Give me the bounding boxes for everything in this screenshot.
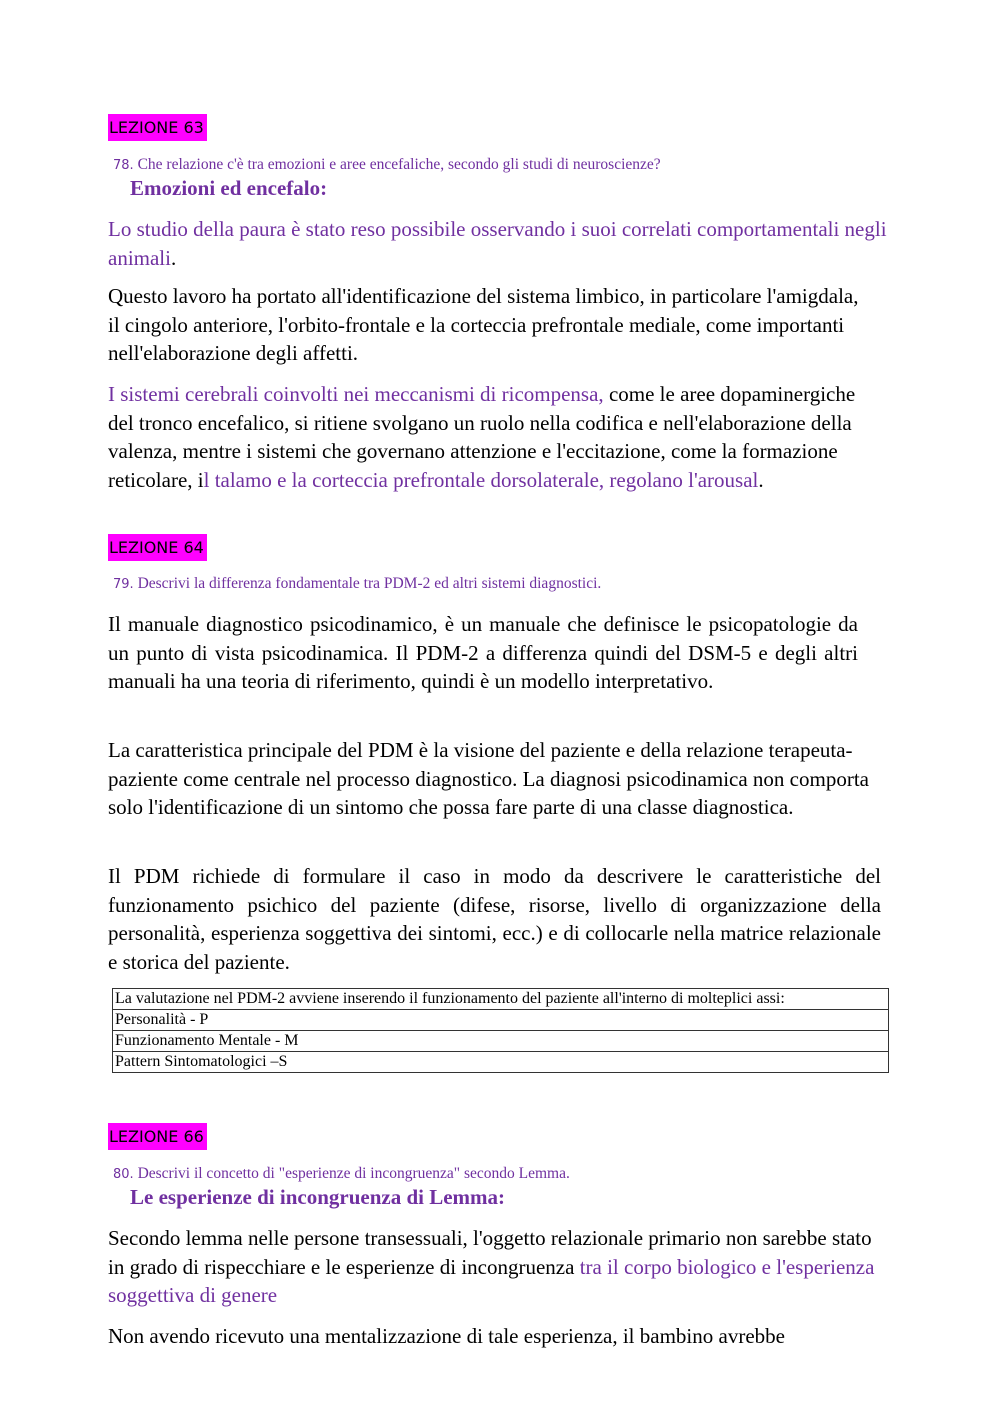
question-80 [113,1165,570,1183]
table-row [113,1052,889,1073]
paragraph-paura [108,215,889,272]
lesson-label-64: LEZIONE 64 [108,534,207,561]
highlighted-text: I sistemi cerebrali coinvolti nei meccanismi di ricompensa, [108,382,604,406]
question-79 [113,575,601,593]
question-text: Descrivi il concetto di "esperienze di incongruenza" secondo Lemma. [133,1165,570,1182]
question-text: Che relazione c'è tra emozioni e aree encefaliche, secondo gli studi di neuroscienze? [133,156,661,173]
section-heading-lemma: Le esperienze di incongruenza di Lemma: [130,1185,506,1209]
lesson-label-63: LEZIONE 63 [108,114,207,141]
paragraph-formulazione-caso: Il PDM richiede di formulare il caso in modo da descrivere le caratteristiche del funzionamento psichico del paziente (difese, risorse, livello di organizzazione della personalità, esperienza soggettiva dei sintomi, ecc.) e di collocarle nella matrice relazionale e storica del paziente. [108,864,881,974]
section-heading-emozioni: Emozioni ed encefalo: [130,176,328,200]
table-row [113,1010,889,1031]
question-number: 78. [113,158,134,173]
question-text: Descrivi la differenza fondamentale tra PDM-2 ed altri sistemi diagnostici. [133,575,602,592]
highlighted-text: tra il corpo biologico e l'esperienza soggettiva di genere [108,1254,875,1307]
table-cell: Pattern Sintomatologici –S [113,1052,889,1073]
paragraph-mentalizzazione: Non avendo ricevuto una mentalizzazione di tale esperienza, il bambino avrebbe [108,1324,785,1348]
table-row [113,989,889,1010]
paragraph-ricompensa [108,380,868,494]
text-end: . [170,245,177,270]
highlighted-text: l talamo e la corteccia prefrontale dorsolaterale, regolano l'arousal [203,467,759,492]
body-text: come le aree dopaminergiche del tronco encefalico, si ritiene svolgano un ruolo nella codifica e nell'elaborazione della valenza, mentre i sistemi che governano attenzione e l'eccitazione, come la formazione reticolare, i [108,382,856,492]
paragraph-lemma [108,1224,889,1310]
question-78 [113,156,661,174]
text-end: . [758,467,764,492]
table-cell: Personalità - P [113,1010,889,1031]
lesson-label-66: LEZIONE 66 [108,1123,207,1150]
paragraph-manuale-psicodinamico: Il manuale diagnostico psicodinamico, è un manuale che definisce le psicopatologie da un punto di vista psicodinamica. Il PDM-2 a differenza quindi del DSM-5 e degli altri manuali ha una teoria di riferimento, quindi è un modello interpretativo. [108,612,858,693]
paragraph-sistema-limbico: Questo lavoro ha portato all'identificazione del sistema limbico, in particolare l'amigdala, il cingolo anteriore, l'orbito-frontale e la corteccia prefrontale mediale, come importanti nell'elaborazione degli affetti. [108,284,859,365]
body-text: Secondo lemma nelle persone transessuali, l'oggetto relazionale primario non sarebbe stato in grado di rispecchiare e le esperienze di incongruenza [108,1226,872,1279]
table-cell: Funzionamento Mentale - M [113,1031,889,1052]
paragraph-caratteristica-pdm: La caratteristica principale del PDM è la visione del paziente e della relazione terapeuta-paziente come centrale nel processo diagnostico. La diagnosi psicodinamica non comporta solo l'identificazione di un sintomo che possa fare parte di una classe diagnostica. [108,738,869,819]
pdm-axes-table [112,988,889,1073]
question-number: 79. [113,577,134,592]
highlighted-text: Lo studio della paura è stato reso possibile osservando i suoi correlati comportamentali negli animali [108,217,887,270]
table-cell: La valutazione nel PDM-2 avviene inserendo il funzionamento del paziente all'interno di molteplici assi: [113,989,889,1010]
question-number: 80. [113,1167,134,1182]
table-row [113,1031,889,1052]
